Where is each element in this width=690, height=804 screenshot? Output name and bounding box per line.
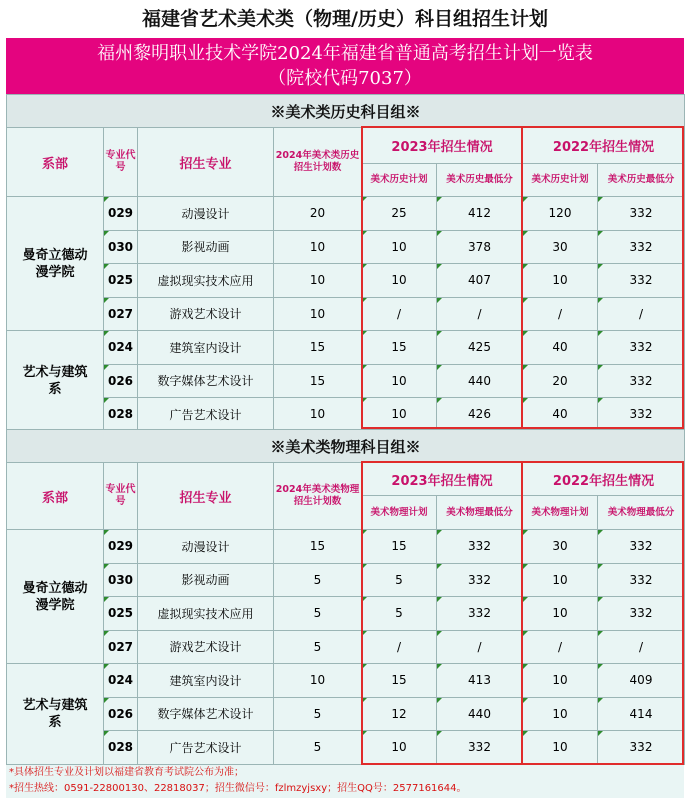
code-cell: 027 [104,630,138,664]
school-banner [6,38,684,94]
dept-header: 系部 [7,463,104,530]
plan-2023-cell: 10 [362,264,437,298]
code-cell: 024 [104,331,138,365]
plan-2023-cell: 12 [362,697,437,731]
code-cell: 029 [104,197,138,231]
min-2023-cell: / [437,297,523,331]
min-2023-cell: 332 [437,597,523,631]
major-cell: 广告艺术设计 [138,398,274,432]
major-cell: 数字媒体艺术设计 [138,364,274,398]
min-2022-cell: / [598,297,685,331]
dept-cell: 曼奇立德动漫学院 [7,197,104,331]
plan-2023-cell: 25 [362,197,437,231]
min-2023-cell: 407 [437,264,523,298]
plan-2022-cell: 10 [523,664,598,698]
year-2023-header: 2023年招生情况 [362,128,523,164]
min-2022-cell: 409 [598,664,685,698]
physics-section-title: ※美术类物理科目组※ [7,430,685,463]
dept-cell: 艺术与建筑系 [7,331,104,432]
table-row [7,398,685,432]
min-2022-cell: 332 [598,230,685,264]
year-2022-header: 2022年招生情况 [523,128,685,164]
code-cell: 029 [104,530,138,564]
dept-header: 系部 [7,128,104,197]
plan-2024-cell: 10 [274,297,362,331]
major-cell: 游戏艺术设计 [138,630,274,664]
year-2022-header: 2022年招生情况 [523,463,685,496]
major-cell: 建筑室内设计 [138,664,274,698]
table-row [7,630,685,664]
plan-2022-header: 美术物理计划 [523,496,598,530]
code-cell: 026 [104,697,138,731]
plan-2022-cell: 10 [523,264,598,298]
plan-2024-cell: 5 [274,630,362,664]
banner-school-line: 福州黎明职业技术学院2024年福建省普通高考招生计划一览表 [97,43,593,64]
code-cell: 030 [104,230,138,264]
min-2023-cell: / [437,630,523,664]
plan-2022-cell: 10 [523,597,598,631]
min-2023-cell: 440 [437,697,523,731]
min-2022-cell: 332 [598,364,685,398]
min-2023-header: 美术物理最低分 [437,496,523,530]
code-cell: 027 [104,297,138,331]
table-row [7,563,685,597]
min-2022-cell: 332 [598,264,685,298]
plan-2024-cell: 10 [274,664,362,698]
plan-2022-cell: 30 [523,530,598,564]
table-row [7,731,685,765]
min-2023-cell: 332 [437,563,523,597]
major-cell: 游戏艺术设计 [138,297,274,331]
plan-2022-cell: 40 [523,398,598,432]
plan-2024-cell: 10 [274,264,362,298]
table-row [7,331,685,365]
plan-2023-cell: 15 [362,331,437,365]
min-2023-cell: 425 [437,331,523,365]
plan-2024-cell: 5 [274,697,362,731]
table-row [7,664,685,698]
min-2022-cell: 332 [598,197,685,231]
code-cell: 025 [104,597,138,631]
plan-2023-cell: 5 [362,563,437,597]
major-cell: 影视动画 [138,230,274,264]
min-2023-header: 美术历史最低分 [437,164,523,197]
plan-2022-cell: 20 [523,364,598,398]
plan-2024-cell: 10 [274,230,362,264]
page-title: 福建省艺术美术类（物理/历史）科目组招生计划 [142,8,548,30]
plan-2024-cell: 5 [274,563,362,597]
code-header: 专业代号 [104,128,138,197]
plan-2023-cell: 5 [362,597,437,631]
plan-2022-cell: 10 [523,697,598,731]
table-row [7,297,685,331]
code-cell: 028 [104,398,138,432]
plan-2022-cell: 10 [523,731,598,765]
plan-2024-cell: 10 [274,398,362,432]
plan-2023-header: 美术历史计划 [362,164,437,197]
major-cell: 建筑室内设计 [138,331,274,365]
min-2022-cell: 332 [598,331,685,365]
plan-2022-cell: 10 [523,563,598,597]
min-2022-cell: 332 [598,398,685,432]
min-2023-cell: 332 [437,731,523,765]
table-row [7,230,685,264]
plan-2024-cell: 5 [274,731,362,765]
plan-2023-cell: / [362,297,437,331]
major-cell: 动漫设计 [138,197,274,231]
code-cell: 030 [104,563,138,597]
plan-2022-header: 美术历史计划 [523,164,598,197]
min-2022-cell: 332 [598,530,685,564]
min-2023-cell: 332 [437,530,523,564]
major-cell: 虚拟现实技术应用 [138,597,274,631]
history-section-title: ※美术类历史科目组※ [7,95,685,128]
code-cell: 028 [104,731,138,765]
min-2022-cell: 332 [598,597,685,631]
physics-plan-table [6,429,685,765]
major-cell: 虚拟现实技术应用 [138,264,274,298]
major-cell: 动漫设计 [138,530,274,564]
table-row [7,530,685,564]
plan-2023-cell: 10 [362,364,437,398]
banner-code-line: （院校代码7037） [268,68,422,89]
min-2022-cell: 332 [598,731,685,765]
plan-2022-cell: 30 [523,230,598,264]
plan-2023-cell: 10 [362,230,437,264]
table-row [7,597,685,631]
plan-2023-cell: / [362,630,437,664]
table-row [7,364,685,398]
plan-2024-header: 2024年美术类物理招生计划数 [274,463,362,530]
code-cell: 026 [104,364,138,398]
plan-2024-cell: 15 [274,364,362,398]
major-cell: 广告艺术设计 [138,731,274,765]
major-cell: 影视动画 [138,563,274,597]
plan-2024-cell: 15 [274,530,362,564]
history-plan-table [6,94,685,432]
plan-2022-cell: 40 [523,331,598,365]
major-header: 招生专业 [138,463,274,530]
major-cell: 数字媒体艺术设计 [138,697,274,731]
plan-2024-cell: 15 [274,331,362,365]
min-2023-cell: 413 [437,664,523,698]
code-cell: 025 [104,264,138,298]
plan-2023-cell: 10 [362,731,437,765]
footer-note-contact: *招生热线：0591-22800130、22818037；招生微信号：fzlmzyjsxy；招生QQ号：2577161644。 [6,781,684,798]
plan-2023-cell: 15 [362,664,437,698]
footer-note-rules: *具体招生专业及计划以福建省教育考试院公布为准； [6,765,684,781]
table-row [7,264,685,298]
min-2022-header: 美术历史最低分 [598,164,685,197]
plan-2022-cell: / [523,297,598,331]
code-cell: 024 [104,664,138,698]
plan-2024-header: 2024年美术类历史招生计划数 [274,128,362,197]
min-2022-header: 美术物理最低分 [598,496,685,530]
plan-2024-cell: 5 [274,597,362,631]
plan-2022-cell: / [523,630,598,664]
min-2023-cell: 412 [437,197,523,231]
table-row [7,697,685,731]
dept-cell: 曼奇立德动漫学院 [7,530,104,664]
min-2023-cell: 440 [437,364,523,398]
table-row [7,197,685,231]
plan-2023-cell: 15 [362,530,437,564]
plan-2022-cell: 120 [523,197,598,231]
min-2023-cell: 426 [437,398,523,432]
plan-2023-cell: 10 [362,398,437,432]
year-2023-header: 2023年招生情况 [362,463,523,496]
major-header: 招生专业 [138,128,274,197]
min-2022-cell: 414 [598,697,685,731]
dept-cell: 艺术与建筑系 [7,664,104,765]
min-2022-cell: 332 [598,563,685,597]
code-header: 专业代号 [104,463,138,530]
min-2022-cell: / [598,630,685,664]
plan-2023-header: 美术物理计划 [362,496,437,530]
min-2023-cell: 378 [437,230,523,264]
plan-2024-cell: 20 [274,197,362,231]
